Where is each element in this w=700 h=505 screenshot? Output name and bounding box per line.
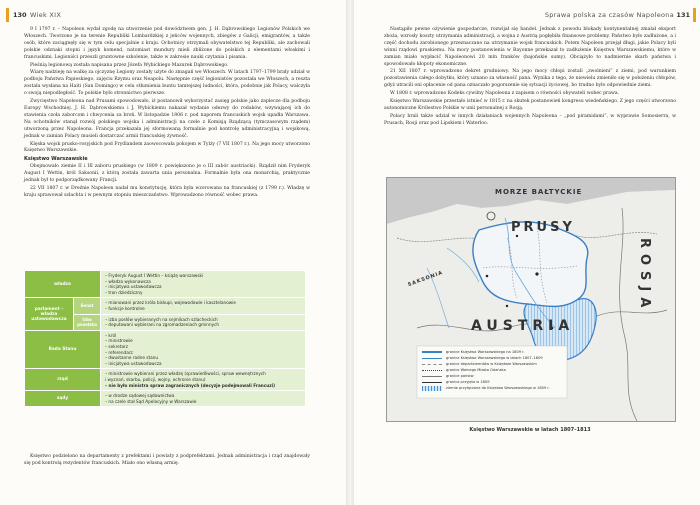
chapter-tab-marker (6, 8, 9, 22)
table-item: – funkcje kontrolne (105, 305, 145, 311)
paragraph: Klęska wojsk prusko-rosyjskich pod Frydlandem zaowocowała pokojem w Tylży (7 VII 1807 r.). Na jego mocy utworzono Księstwo Warszawskie. (24, 141, 310, 154)
map-caption: Księstwo Warszawskie w latach 1807–1813 (469, 427, 591, 433)
paragraph: Pieśnią legionową została napisana przez Józefa Wybickiego Mazurek Dąbrowskiego. (30, 62, 229, 68)
table-item: – ministrowie (105, 338, 133, 344)
right-page (354, 0, 700, 505)
legend-swatch (422, 370, 442, 371)
running-head-right: Sprawa polska za czasów Napoleona (544, 11, 674, 19)
town-dot (506, 305, 508, 307)
table-items (101, 314, 306, 330)
table-row (25, 330, 306, 369)
chapter-tab-marker (693, 8, 696, 22)
paragraph: Polacy brali także udział w innych działaniach wojennych Napoleona – „pod piramidami”, w wyprawie Somosierra, w Prusach, Rosji oraz pod Lipskiem i Waterloo. (384, 113, 676, 126)
map-label-saxony: SAKSONIA (407, 269, 445, 289)
map-label-sea: MORZE BAŁTYCKIE (495, 188, 583, 196)
table-item: – deputowani wybierani na zgromadzeniach gminnych (105, 322, 220, 328)
table-category: parlament – władza ustawodawcza (25, 298, 74, 330)
legend-swatch (422, 351, 442, 353)
map-label-austria: AUSTRIA (471, 318, 575, 334)
legend-item: granice państw (422, 373, 550, 379)
table-items (101, 298, 306, 314)
table-items (101, 271, 306, 298)
table-item: – referendarz (105, 349, 133, 355)
table-category: rząd (25, 369, 101, 391)
paragraph: 22 VII 1807 r. w Dreźnie Napoleon nadał mu konstytucję, która była wzorowana na francuskiej (z 1799 r.). Władzę w kraju sprawował szlachta i w pewnym stopniu mieszczaństwo. Wprowadzono równość wobec prawa. (24, 185, 310, 198)
legend-item: granice Wolnego Miasta Gdańska (422, 367, 550, 373)
table-item: – mianowani przez króla biskupi, wojewodowie i kasztelanowie (105, 300, 236, 306)
paragraph: 21 XII 1807 r. wprowadzono dekret grudniowy. Na jego mocy chłopi zostali „zwolnieni” z ziemi, pod warunkiem pozostawienia całego dobytku, który uznano za własność pana. Wynika z tego, że niewielu zmieniło się w położeniu chłopów, gdyż utracili oni opłacenie od pana oznaczało pogorszenie się sytuacji życiowej, bo trudno było odpowiednie ziemi. (384, 69, 676, 89)
paragraph: Obejmowało ziemie II i III zaboru pruskiego (w 1809 r. powiększono je o III zabór austriacki). Rządził nim Fryderyk August I Wettin, król Saksonii, z którą została zawarta unia personalna. Formalnie była ona monarchią, praktycznie jednak był to podporządkowany Francji. (24, 164, 310, 184)
paragraph: W 1808 r. wprowadzono Kodeks cywilny Napoleona z zapisem o równości obywateli wobec prawa. (390, 91, 620, 97)
table-category: władza (25, 271, 101, 298)
table-item: – izba posłów wybieranych na sejmikach szlacheckich (105, 316, 218, 322)
table-items (101, 391, 306, 407)
table-item: – na czele stał Sąd Apelacyjny w Warszawie (105, 398, 197, 404)
legend-swatch (422, 382, 442, 383)
running-head-left: Wiek XIX (30, 11, 62, 19)
legend-swatch (422, 386, 442, 391)
table-item: – król (105, 332, 117, 338)
table-items (101, 369, 306, 391)
table-item: – ministrowie wybierani przez władzę (sprawiedliwości, spraw wewnętrznych (105, 371, 266, 377)
table-row (25, 298, 306, 314)
table-item: – inicjatywa ustawodawcza (105, 360, 162, 366)
paragraph: Księstwo Warszawskie przestało istnieć w 1815 r. na skutek postanowień kongresu wiedeńskiego. Z jego części utworzono autonomiczne Królestwo Polskie w unii personalnej z Rosją. (384, 99, 676, 111)
page-number-left: 130 (13, 11, 27, 19)
table-row (25, 271, 306, 298)
map-label-russia: ROSJA (637, 238, 652, 314)
left-text-bottom (24, 454, 310, 469)
town-dot (535, 272, 538, 275)
paragraph: Wiarę nadzieję na walkę za ojczyznę Legiony zostały użyte do zmagań we Włoszech. W latach 1797–1799 brały udział w podboju Państwa Papieskiego, zajęciu Rzymu oraz Neapolu. Następnie część legionistów pozostała we Włoszech, a reszta została wysłana na Haiti (San Domingo) w celu stłumienia buntu tamtejszej ludności, która, podobnie jak Polacy, walczyła o swoją niepodległość. To polskie było stronnictwo pierwsze. (24, 70, 310, 97)
right-text (384, 27, 676, 129)
page-number-right: 131 (676, 11, 690, 19)
legend-item: granice departamentów w Księstwie Warszawskim (422, 361, 550, 367)
legend-swatch (422, 376, 442, 377)
table-item: – dwustanne radne stanu (105, 355, 158, 361)
town-dot (516, 235, 518, 237)
table-item: – Fryderyk August I Wettin – książę warszawski (105, 273, 204, 278)
map-label-prussia: PRUSY (511, 220, 575, 235)
government-structure-table (24, 270, 306, 407)
table-item: – sekretarz (105, 343, 128, 349)
legend-item: granice Księstwa Warszawskiego w latach 1807–1809 (422, 355, 550, 361)
table-item: – w drodze sądowej sądownictwa (105, 393, 175, 399)
table-row (25, 391, 306, 407)
table-subcategory: Senat (74, 298, 101, 314)
legend-swatch (422, 364, 442, 365)
left-text-top (24, 27, 310, 201)
table-item: – tron dziedziczny (105, 289, 143, 295)
table-items (101, 330, 306, 369)
table-item: – inicjatywa ustawodawcza (105, 284, 162, 290)
table-item: – nie było ministra spraw zagranicznych (decyzje podejmowali Francuzi) (105, 382, 276, 388)
table-category: Rada Stanu (25, 330, 101, 369)
table-subcategory: Izba poselska (74, 314, 101, 330)
table-item: i wyznań, skarbu, policji, wojny, ochronie stanu) (105, 376, 206, 382)
table-category: sądy (25, 391, 101, 407)
book-gutter (346, 0, 354, 505)
legend-item: ziemie przyłączone do Księstwa Warszawskiego w 1809 r. (422, 385, 550, 391)
paragraph: Zwycięstwo Napoleona nad Prusami spowodowało, iż postanowił wykorzystać zasięg polskie jako zaplecze dla podboju Europy Wschodniej. J. H. Dąbrowskiemu i J. Wybickiemu nakazał wydanie odezwy do rodaków, wzywającej ich do stawienia czoła zaborcom i chwycenia za broń. W listopadzie 1806 r. pod naporem francuskich wojsk upadła Warszawa. Na ochotników stanął rozwój polskiego wojska i administracji na czele z Komisją Rządzącą (tymczasowym rządem) utworzoną przez Napoleona. Francja przekazała jej sformowaną formalnie pod kontrolę administracyjną i wojskową, jednak w zamian Polacy musieli dostarczać armii francuskiej żywność. (24, 99, 310, 139)
paragraph: Nastąpiło pewne ożywienie gospodarcze, rozwijał się handel. Jednak z powodu blokady kontynentalnej zmalał eksport zboża, wzrosły koszty utrzymania administracji, a wojna z Austrią pogłębiła finansowe problemy. Państwo było zadłużone, a i część dochodu zarobionego przeznaczano na utrzymanie wojsk francuskich. Potem Napoleon przejął długi, jakie Polacy byli winni rządowi pruskiemu. Na mocy postanowienia w Bayonne przekazał to zadłużenie Księstwu Warszawskiemu, które w zamian miało wypłacić Napoleonowi 20 mln franków (bajońskie sumy). Obciążyło to nadmiernie skarb państwa i spowodowało kłopoty ekonomiczne. (384, 27, 676, 67)
paragraph: 9 I 1797 r. – Napoleon wydał zgodę na utworzenie pod dowództwem gen. J. H. Dąbrowskiego Legionów Polskich we Włoszech. Tworzono je na terenie Republiki Lombardzkiej z jeńców wojennych, zbiegów z Galicji, emigrantów, a także osób, które zaciągnęły się w tym celu specjalnie z kraju. Ochotnicy otrzymali obywatelstwo tej Republiki, ale zachowali polskie odznaki stopni i język komend, natomiast mundury mieli zbliżone do polskich z elementami włoskimi i francuskimi. Legioniści przeszli gruntowne szkolenie, także w zakresie nauki czytania i pisania. (24, 27, 310, 60)
table-row (25, 369, 306, 391)
legend-item: granice Księstwa Warszawskiego na 1809 r. (422, 349, 550, 355)
legend-swatch (422, 358, 442, 359)
map-legend (422, 349, 550, 391)
town-dot (486, 275, 489, 278)
table-item: – władza wykonawcza (105, 278, 151, 284)
left-page (0, 0, 346, 505)
paragraph: Księstwo podzielono na departamenty z prefektami i powiaty z podprefektami. Jednak administracja i rząd znajdowały się pod kontrolą rezydentów francuskich. Miało ono własną armię. (24, 454, 310, 466)
section-subheading: Księstwo Warszawskie (24, 156, 88, 163)
legend-item: granica przyjęta w 1809 (422, 379, 550, 385)
